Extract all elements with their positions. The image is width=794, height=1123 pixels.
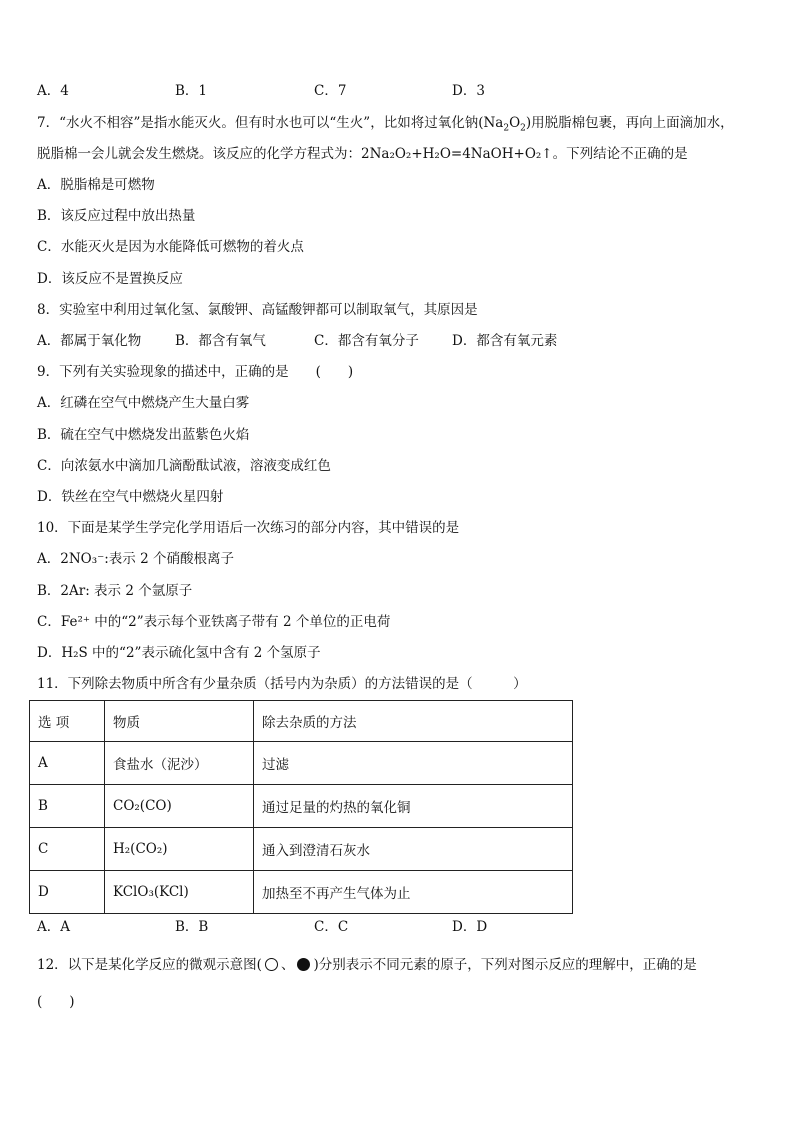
table-cell: 食盐水（泥沙） [105, 742, 254, 785]
header-option: 选 项 [30, 701, 105, 742]
filled-circle-atom-icon [297, 958, 310, 971]
table-cell: H₂(CO₂) [105, 828, 254, 871]
table-row [30, 742, 573, 785]
q11-option-c: C．C [314, 919, 349, 935]
q10-option-a: A．2NO₃⁻:表示 2 个硝酸根离子 [37, 551, 234, 567]
q10-stem: 10．下面是某学生学完化学用语后一次练习的部分内容，其中错误的是 [37, 520, 460, 536]
table-row [30, 828, 573, 871]
q11-option-b: B．B [175, 919, 209, 935]
q6-options [37, 82, 485, 100]
q7-option-d: D．该反应不是置换反应 [37, 271, 183, 287]
table-cell: B [30, 785, 105, 828]
table-cell: 过滤 [254, 742, 573, 785]
table-row [30, 871, 573, 914]
q9-option-b: B．硫在空气中燃烧发出蓝紫色火焰 [37, 427, 250, 443]
q6-option-b: B．1 [175, 83, 208, 99]
q7-option-b: B．该反应过程中放出热量 [37, 208, 196, 224]
q7-stem-line2: 脱脂棉一会儿就会发生燃烧。该反应的化学方程式为：2Na₂O₂+H₂O=4NaOH+O₂↑。下列结论不正确的是 [37, 146, 688, 162]
q11-table [29, 700, 573, 914]
q6-option-d: D．3 [452, 83, 485, 99]
q9-option-a: A．红磷在空气中燃烧产生大量白雾 [37, 395, 250, 411]
table-cell: KClO₃(KCl) [105, 871, 254, 914]
q6-option-a: A．4 [37, 83, 69, 99]
q8-option-a: A．都属于氧化物 [37, 333, 142, 349]
table-cell: C [30, 828, 105, 871]
table-row [30, 785, 573, 828]
q10-option-d: D．H₂S 中的“2”表示硫化氢中含有 2 个氢原子 [37, 645, 321, 661]
table-cell: D [30, 871, 105, 914]
q7-option-a: A．脱脂棉是可燃物 [37, 177, 155, 193]
q9-stem: 9．下列有关实验现象的描述中，正确的是 ( ) [37, 364, 354, 380]
open-circle-atom-icon [265, 958, 278, 971]
q10-option-c: C．Fe²⁺ 中的“2”表示每个亚铁离子带有 2 个单位的正电荷 [37, 614, 391, 630]
table-cell: 通过足量的灼热的氧化铜 [254, 785, 573, 828]
q9-option-d: D．铁丝在空气中燃烧火星四射 [37, 489, 224, 505]
table-header-row [30, 701, 573, 742]
q8-options [37, 332, 557, 350]
q7-option-c: C．水能灭火是因为水能降低可燃物的着火点 [37, 239, 304, 255]
table-cell: 加热至不再产生气体为止 [254, 871, 573, 914]
q11-option-d: D．D [452, 919, 488, 935]
q10-option-b: B．2Ar: 表示 2 个氩原子 [37, 583, 193, 599]
q6-option-c: C．7 [314, 83, 347, 99]
q8-option-b: B．都含有氧气 [175, 333, 266, 349]
table-cell: A [30, 742, 105, 785]
q8-option-d: D．都含有氧元素 [452, 333, 558, 349]
header-method: 除去杂质的方法 [254, 701, 573, 742]
header-substance: 物质 [105, 701, 254, 742]
q9-option-c: C．向浓氨水中滴加几滴酚酞试液，溶液变成红色 [37, 458, 331, 474]
q7-stem-line1: 7．“水火不相容”是指水能灭火。但有时水也可以“生火”，比如将过氧化钠$(Na_2O_2)$用脱脂棉包裹，再向上面滴加水， [37, 115, 734, 134]
q11-option-a: A．A [37, 919, 70, 935]
table-cell: 通入到澄清石灰水 [254, 828, 573, 871]
q12-stem: 12．以下是某化学反应的微观示意图( 、 )分别表示不同元素的原子，下列对图示反应的理解中，正确的是 [37, 957, 697, 973]
q11-stem: 11．下列除去物质中所含有少量杂质（括号内为杂质）的方法错误的是（ ） [37, 676, 527, 692]
q8-stem: 8．实验室中利用过氧化氢、氯酸钾、高锰酸钾都可以制取氧气，其原因是 [37, 302, 478, 318]
q11-options [37, 918, 487, 936]
q12-answer-bracket: ( ) [37, 994, 75, 1010]
table-cell: CO₂(CO) [105, 785, 254, 828]
q8-option-c: C．都含有氧分子 [314, 333, 419, 349]
